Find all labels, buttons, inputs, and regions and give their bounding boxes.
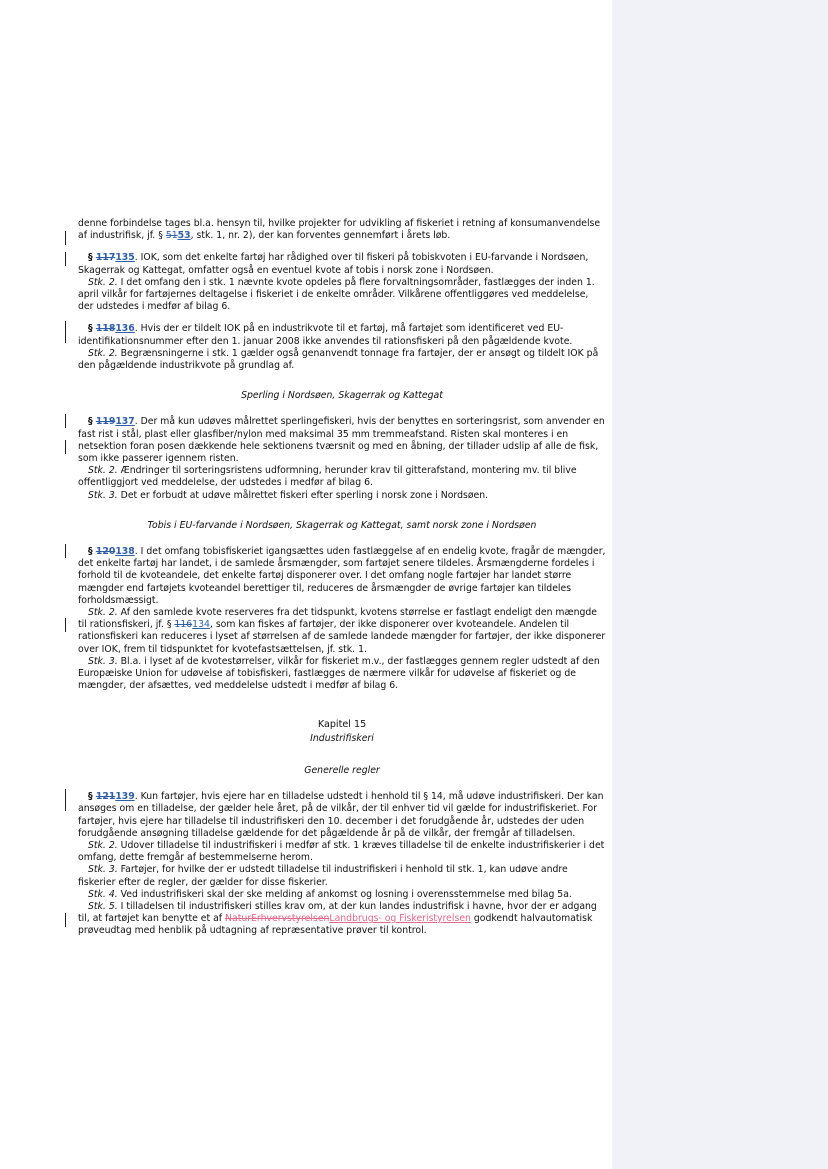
stk-body: Ved industrifiskeri skal der ske melding af ankomst og losning i overensstemmelse med bilag 5a. — [117, 888, 572, 900]
stk-body: Begrænsningerne i stk. 1 gælder også genanvendt tonnage fra fartøjer, der er ansøgt og tildelt IOK på den pågældende industrikvote på grundlag af. — [78, 347, 599, 372]
change-bar — [65, 231, 66, 245]
section-body: . Der må kun udøves målrettet sperlingefiskeri, hvis der benyttes en sorteringsrist, som anvender en fast rist i stål, plast eller glasfiber/nylon med maksimal 35 mm tremmeafstand. Risten skal monteres i en netsektion foran posen dækkende hele sektionens tværsnit og med en åbning, der tillader udslip af alle de fisk, som ikke passerer igennem risten. — [78, 416, 605, 465]
section-139-text — [78, 791, 606, 840]
stk-label: Stk. 2. — [88, 607, 118, 619]
stk-body: Bl.a. i lyset af de kvotestørrelser, vilkår for fiskeriet m.v., der fastlægges gennem regler udstedt af den Europæiske Union for udøvelse af tobisfiskeri, fastlægges de nærmere vilkår for udøvelse af fiskeriet og de mængder, der afsættes, ved meddelelse udstedt i medfør af bilag 6. — [78, 655, 600, 692]
comment-margin-panel — [612, 0, 828, 1169]
stk-label: Stk. 5. — [88, 900, 118, 912]
deleted-reference: 51 — [165, 230, 178, 242]
deleted-section-number: 119 — [95, 416, 116, 428]
stk-label: Stk. 2. — [88, 276, 118, 288]
heading-tobis: Tobis i EU-farvande i Nordsøen, Skagerrak og Kattegat, samt norsk zone i Nordsøen — [147, 519, 537, 531]
section-sign: § — [88, 323, 96, 335]
section-136-stk2 — [78, 348, 606, 372]
inserted-section-number: 138 — [115, 546, 135, 558]
stk-body: I det omfang den i stk. 1 nævnte kvote opdeles på flere forvaltningsområder, fastlægges der inden 1. april vilkår for fartøjernes deltagelse i fiskeriet i de enkelte områder. Vilkårene offentliggøres ved meddelelse, der udstedes i medfør af bilag 6. — [78, 276, 595, 313]
document-page — [78, 218, 606, 938]
stk-body: godkendt halvautomatisk prøveudtag med henblik på udtagning af repræsentative prøver til kontrol. — [78, 913, 593, 937]
intro-paragraph — [78, 218, 606, 242]
section-139-stk2 — [78, 840, 606, 864]
section-138-stk2 — [78, 607, 606, 656]
section-138-text — [78, 546, 606, 607]
section-sign: § — [88, 252, 96, 264]
inserted-reference: 134 — [192, 619, 210, 631]
deleted-section-number: 121 — [95, 791, 116, 803]
deleted-section-number: 117 — [95, 252, 116, 264]
inserted-section-number: 135 — [115, 252, 135, 264]
section-body: . Hvis der er tildelt IOK på en industrikvote til et fartøj, må fartøjet som identificeret ved EU-identifikationsnummer efter den 1. januar 2008 ikke anvendes til rationsfiskeri på den pågældende kvote. — [78, 323, 573, 347]
change-bar — [65, 544, 66, 558]
change-bar — [65, 913, 66, 927]
section-138 — [78, 546, 606, 692]
section-139-stk5 — [78, 901, 606, 938]
deleted-section-number: 120 — [95, 546, 116, 558]
section-138-stk3 — [78, 656, 606, 693]
section-137-text — [78, 416, 606, 465]
inserted-agency-name: Landbrugs- og Fiskeristyrelsen — [329, 913, 471, 925]
section-137-stk3 — [78, 490, 606, 502]
deleted-agency-name: NaturErhvervstyrelsen — [225, 913, 330, 925]
section-136 — [78, 323, 606, 372]
change-bar — [65, 414, 66, 428]
stk-label: Stk. 2. — [88, 465, 118, 477]
stk-label: Stk. 2. — [88, 839, 118, 851]
stk-label: Stk. 3. — [88, 655, 118, 667]
stk-body: I tilladelsen til industrifiskeri stilles krav om, at der kun landes industrifisk i havne, hvor der er adgang til, at fartøjet kan benytte et af — [78, 900, 597, 925]
intro-text: , stk. 1, nr. 2), der kan forventes gennemført i årets løb. — [190, 230, 451, 242]
section-139 — [78, 791, 606, 937]
stk-body: Udover tilladelse til industrifiskeri i medfør af stk. 1 kræves tilladelse til de enkelte industrifiskerier i det omfang, dette fremgår af bestemmelserne herom. — [78, 839, 605, 864]
section-body: . Kun fartøjer, hvis ejere har en tilladelse udstedt i henhold til § 14, må udøve industrifiskeri. Der kan ansøges om en tilladelse, der gælder hele året, på de vilkår, der til enhver tid vil gælde for industrifiskeriet. For fartøjer, hvis ejere har tilladelse til industrifiskeri den 10. december i det forudgående år, udstedes der uden forudgående ansøgning tilladelse gældende for det pågældende år på de vilkår, der fremgår af tilladelsen. — [78, 791, 604, 839]
section-sign: § — [88, 416, 96, 428]
chapter-title: Kapitel 15 — [317, 718, 367, 730]
change-bar — [65, 789, 66, 811]
heading-sperling: Sperling i Nordsøen, Skagerrak og Kattegat — [241, 390, 443, 402]
section-body: . IOK, som det enkelte fartøj har rådighed over til fiskeri på tobiskvoten i EU-farvande i Nordsøen, Skagerrak og Kattegat, omfatter også en eventuel kvote af tobis i norsk zone i Nordsøen. — [78, 252, 589, 276]
inserted-section-number: 139 — [115, 791, 135, 803]
section-137 — [78, 416, 606, 501]
section-135 — [78, 252, 606, 313]
inserted-section-number: 136 — [115, 323, 135, 335]
inserted-reference: 53 — [177, 230, 191, 242]
stk-label: Stk. 4. — [88, 888, 118, 900]
section-135-stk2 — [78, 277, 606, 314]
stk-body: Det er forbudt at udøve målrettet fiskeri efter sperling i norsk zone i Nordsøen. — [117, 489, 489, 501]
change-bar — [65, 252, 66, 266]
section-139-stk4 — [78, 889, 606, 901]
stk-label: Stk. 3. — [88, 489, 118, 501]
change-bar — [65, 618, 66, 632]
stk-body: Af den samlede kvote reserveres fra det tidspunkt, kvotens størrelse er fastlagt endeligt den mængde til rationsfiskeri, jf. § — [78, 607, 598, 631]
section-135-text — [78, 252, 606, 276]
stk-body: Fartøjer, for hvilke der er udstedt tilladelse til industrifiskeri i henhold til stk. 1, kan udøve andre fiskerier efter de regler, der gælder for disse fiskerier. — [78, 864, 568, 888]
deleted-section-number: 118 — [95, 323, 116, 335]
section-body: . I det omfang tobisfiskeriet igangsættes uden fastlæggelse af en endelig kvote, fragår de mængder, det enkelte fartøj har landet, i de samlede årsmængder, som fartøjet senere tildeles. Årsmængderne fordeles i forhold til de kvoteandele, det enkelte fartøj disponerer over. I det omfang nogle fartøjer har landet større mængder end fartøjets kvoteandel berettiger til, reduceres de årsmængder de øvrige fartøjer kan tildeles forholdsmæssigt. — [78, 546, 606, 606]
section-139-stk3 — [78, 864, 606, 888]
section-sign: § — [88, 791, 96, 803]
section-sign: § — [88, 546, 96, 558]
section-136-text — [78, 323, 606, 347]
change-bar — [65, 440, 66, 454]
deleted-reference: 116 — [174, 619, 193, 631]
intro-line: denne forbindelse tages bl.a. hensyn til, hvilke projekter for udvikling af fiskeriet i retning af konsumanvendelse af — [78, 218, 601, 242]
change-bar — [65, 321, 66, 343]
stk-body: , som kan fiskes af fartøjer, der ikke disponerer over kvoteandele. Andelen til rationsfiskeri kan reduceres i lyset af størrelsen af de samlede landede mængder for fartøjer, der ikke disponerer over IOK, frem til tidspunktet for kvotefastsættelsen, jf. stk. 1. — [78, 619, 606, 655]
inserted-section-number: 137 — [115, 416, 135, 428]
stk-label: Stk. 3. — [88, 864, 118, 876]
section-137-stk2 — [78, 465, 606, 489]
stk-label: Stk. 2. — [88, 347, 118, 359]
intro-text: industrifisk, jf. § — [89, 230, 166, 242]
stk-body: Ændringer til sorteringsristens udformning, herunder krav til gitterafstand, montering mv. til blive offentliggjort ved meddelelse, der udstedes i medfør af bilag 6. — [78, 465, 577, 489]
heading-generelle-regler: Generelle regler — [304, 764, 380, 776]
chapter-subtitle: Industrifiskeri — [310, 732, 374, 744]
